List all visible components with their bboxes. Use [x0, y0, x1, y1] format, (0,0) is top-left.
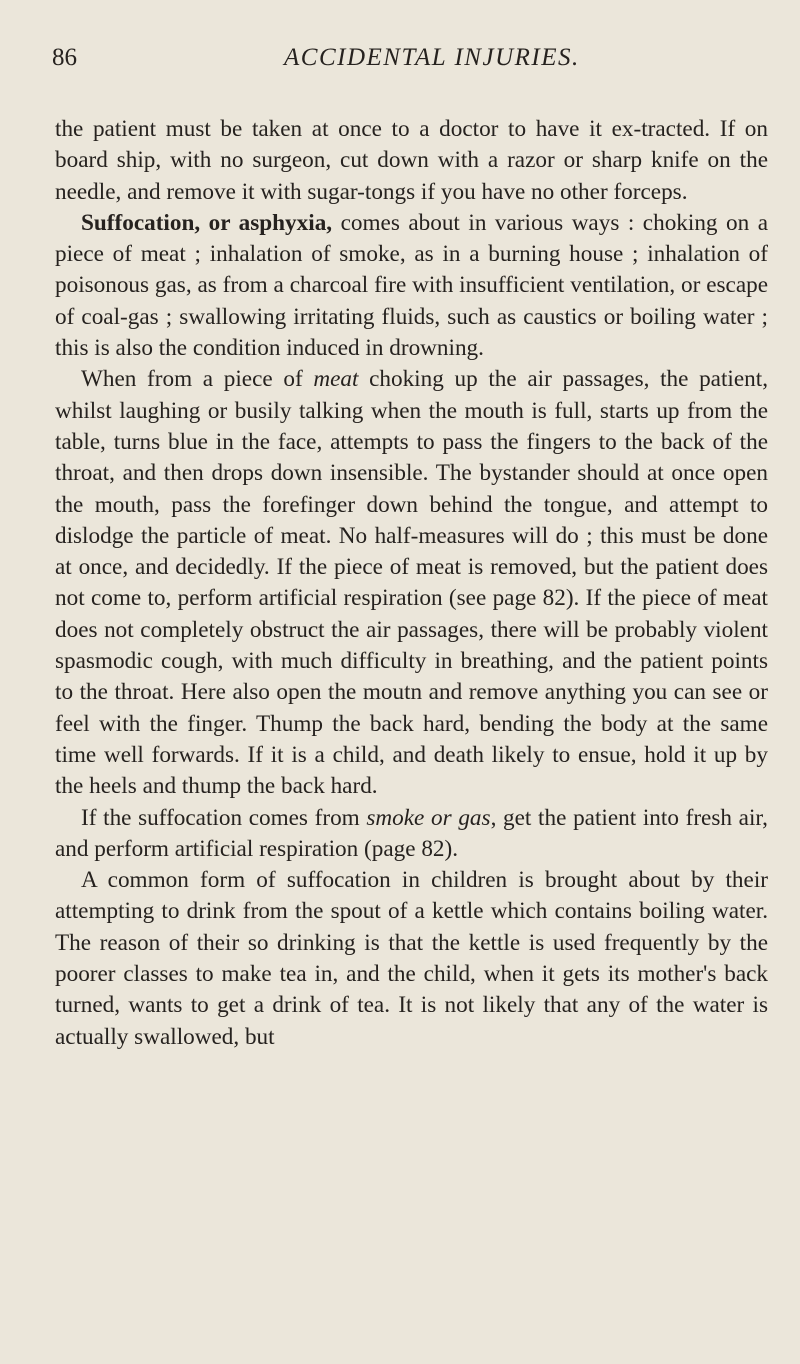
- page-header: [0, 44, 800, 84]
- paragraph-smoke-gas: [55, 803, 768, 866]
- paragraph-suffocation: [55, 208, 768, 364]
- paragraph-kettle: [55, 865, 768, 1053]
- paragraph-emphasis: smoke or gas: [366, 804, 491, 831]
- paragraph-meat-choking: [55, 364, 768, 802]
- running-title: ACCIDENTAL INJURIES.: [284, 44, 580, 71]
- paragraph-text: choking up the air passages, the patient, whilst laughing or busily talking when the mouth is full, starts up from the table, turns blue in the face, attempts to pass the fingers to the back of the throat, and then drops down insensible. The bystander should at once open the mouth, pass the forefinger down behind the tongue, and attempt to dislodge the particle of meat. No half-measures will do ; this must be done at once, and decidedly. If the piece of meat is removed, but the patient does not come to, perform artificial respiration (see page 82). If the piece of meat does not completely obstruct the air passages, there will be probably violent spasmodic cough, with much difficulty in breathing, and the patient points to the throat. Here also open the moutn and remove anything you can see or feel with the finger. Thump the back hard, bending the body at the same time well forwards. If it is a child, and death likely to ensue, hold it up by the heels and thump the back hard.: [55, 366, 768, 800]
- paragraph-text: the patient must be taken at once to a doctor to have it ex-tracted. If on board ship, with no surgeon, cut down with a razor or sharp knife on the needle, and remove it with sugar-tongs if you have no other forceps.: [55, 116, 768, 205]
- paragraph-text: A common form of suffocation in children is brought about by their attempting to drink from the spout of a kettle which contains boiling water. The reason of their so drinking is that the kettle is used frequently by the poorer classes to make tea in, and the child, when it gets its mother's back turned, wants to get a drink of tea. It is not likely that any of the water is actually swallowed, but: [55, 867, 768, 1050]
- paragraph-emphasis: meat: [313, 366, 359, 393]
- body-text: [55, 114, 768, 1053]
- page-number: 86: [52, 44, 77, 71]
- paragraph-pre: When from a piece of: [81, 366, 314, 393]
- paragraph-pre: If the suffocation comes from: [81, 804, 367, 831]
- paragraph-text: comes about in various ways : choking on a piece of meat ; inhalation of smoke, as in a burning house ; inhalation of poisonous gas, as from a charcoal fire with insufficient ventilation, or escape of coal-gas ; swallowing irritating fluids, such as caustics or boiling water ; this is also the condition induced in drowning.: [55, 209, 769, 362]
- paragraph-text: , get the patient into fresh air, and perform artificial respiration (page 82).: [55, 804, 768, 862]
- paragraph-lead: Suffocation, or asphyxia,: [81, 209, 333, 236]
- paragraph-needle-continuation: [55, 114, 768, 208]
